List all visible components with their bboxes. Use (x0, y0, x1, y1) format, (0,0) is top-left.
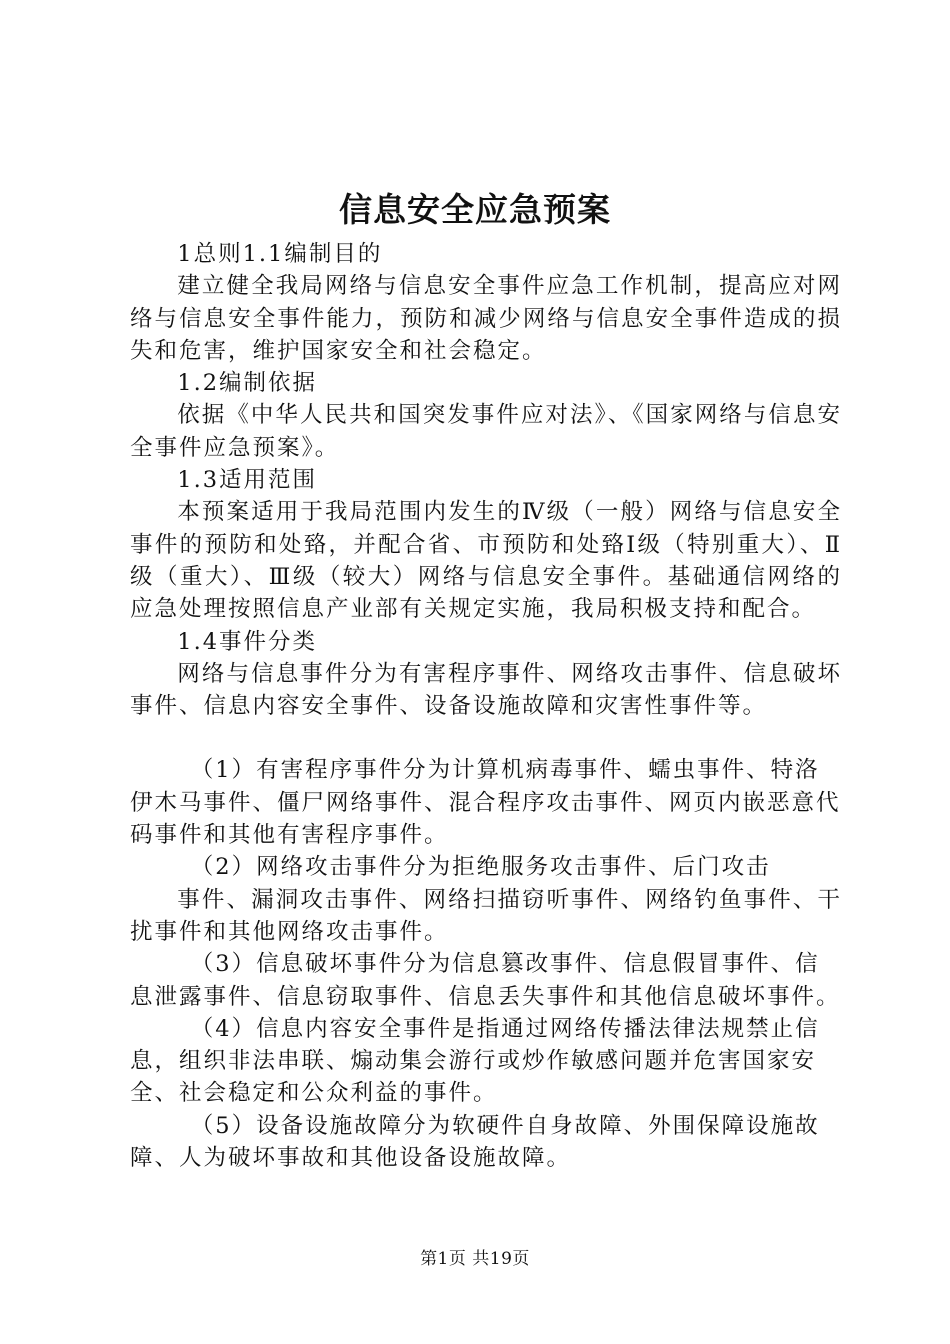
paragraph-scope: 本预案适用于我局范围内发生的Ⅳ级（一般）网络与信息安全事件的预防和处臵，并配合省、市预防和处臵Ⅰ级（特别重大）、Ⅱ级（重大）、Ⅲ级（较大）网络与信息安全事件。基础通信网络的应急处理按照信息产业部有关规定实施，我局积极支持和配合。 (130, 499, 842, 623)
document-title: 信息安全应急预案 (339, 190, 611, 229)
list-item-2-continued: 事件、漏洞攻击事件、网络扫描窃听事件、网络钓鱼事件、干扰事件和其他网络攻击事件。 (130, 886, 842, 945)
paragraph-spacer (130, 722, 842, 754)
paragraph-basis: 依据《中华人民共和国突发事件应对法》、《国家网络与信息安全事件应急预案》。 (130, 402, 842, 461)
paragraph-classification: 网络与信息事件分为有害程序事件、网络攻击事件、信息破坏事件、信息内容安全事件、设备设施故障和灾害性事件等。 (130, 660, 842, 720)
paragraph-purpose: 建立健全我局网络与信息安全事件应急工作机制，提高应对网络与信息安全事件能力，预防和减少网络与信息安全事件造成的损失和危害，维护国家安全和社会稳定。 (130, 273, 842, 364)
section-heading-1-3: 1.3适用范围 (177, 467, 318, 494)
list-item-2: （2）网络攻击事件分为拒绝服务攻击事件、后门攻击 (190, 854, 771, 881)
list-item-5: （5）设备设施故障分为软硬件自身故障、外围保障设施故障、人为破坏事故和其他设备设施故障。 (130, 1112, 820, 1172)
section-heading-1-4: 1.4事件分类 (177, 628, 318, 655)
section-heading-1-2: 1.2编制依据 (177, 370, 318, 397)
list-item-4: （4）信息内容安全事件是指通过网络传播法律法规禁止信息，组织非法串联、煽动集会游行或炒作敏感问题并危害国家安全、社会稳定和公众利益的事件。 (130, 1015, 820, 1107)
document-body (130, 238, 842, 1174)
list-item-3: （3）信息破坏事件分为信息篡改事件、信息假冒事件、信息泄露事件、信息窃取事件、信息丢失事件和其他信息破坏事件。 (130, 951, 841, 1010)
page-number-footer: 第1页 共19页 (420, 1249, 530, 1269)
list-item-1: （1）有害程序事件分为计算机病毒事件、蠕虫事件、特洛伊木马事件、僵尸网络事件、混合程序攻击事件、网页内嵌恶意代码事件和其他有害程序事件。 (130, 757, 841, 849)
section-heading-1-1: 1总则1.1编制目的 (177, 241, 383, 267)
